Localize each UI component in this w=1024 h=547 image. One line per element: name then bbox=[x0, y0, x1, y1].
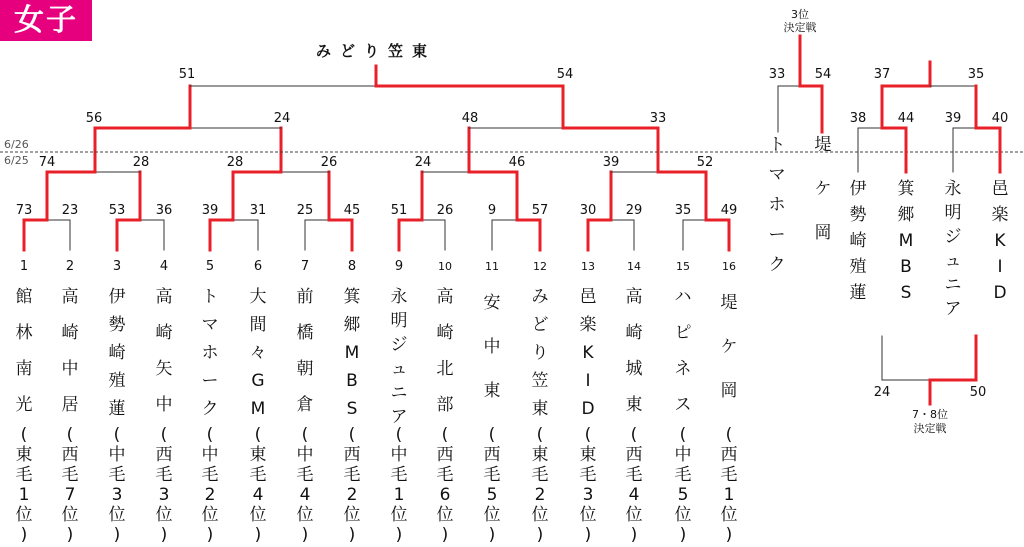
team-name-9: 永明ジュニア bbox=[390, 287, 408, 427]
r1-score-15: 35 bbox=[674, 203, 692, 218]
seed-10: 10 bbox=[438, 260, 452, 273]
cons-r1-score-1: 38 bbox=[849, 111, 867, 126]
seed-5: 5 bbox=[205, 259, 215, 274]
seed-6: 6 bbox=[253, 259, 263, 274]
r2-score-3: 28 bbox=[226, 155, 244, 170]
team-region-rank-5: (中毛 2 位) bbox=[201, 425, 219, 543]
team-name-8: 箕郷 M B S bbox=[343, 287, 361, 419]
r2-score-4: 26 bbox=[320, 155, 338, 170]
r1-score-1: 73 bbox=[15, 203, 33, 218]
cons-team-4: 邑楽 K I D bbox=[991, 179, 1009, 303]
seventh-score-right: 50 bbox=[969, 385, 987, 400]
team-name-3: 伊勢崎殖蓮 bbox=[108, 287, 126, 419]
team-region-rank-4: (西毛 3 位) bbox=[155, 425, 173, 543]
r1-score-5: 39 bbox=[201, 203, 219, 218]
date-upper-label: 6/26 bbox=[4, 138, 29, 151]
r1-score-16: 49 bbox=[720, 203, 738, 218]
seventh-score-left: 24 bbox=[873, 385, 891, 400]
team-region-rank-8: (西毛 2 位) bbox=[343, 425, 361, 543]
team-name-15: ハピネス bbox=[674, 287, 692, 415]
r1-score-10: 26 bbox=[436, 203, 454, 218]
cons-r1-score-3: 39 bbox=[944, 111, 962, 126]
champion-name: みどり笠東 bbox=[315, 42, 437, 60]
seed-1: 1 bbox=[19, 259, 29, 274]
team-name-2: 高崎中居 bbox=[61, 287, 79, 415]
cons-r1-score-4: 40 bbox=[991, 111, 1009, 126]
cons-team-3: 永明ジュニア bbox=[944, 179, 962, 319]
r2-score-6: 46 bbox=[508, 155, 526, 170]
team-region-rank-10: (西毛 6 位) bbox=[436, 425, 454, 543]
team-name-4: 高崎矢中 bbox=[155, 287, 173, 415]
r1-score-14: 29 bbox=[625, 203, 643, 218]
third-score-left: 33 bbox=[768, 67, 786, 82]
team-name-12: みどり笠東 bbox=[531, 287, 549, 419]
team-region-rank-16: (西毛 1 位) bbox=[720, 425, 738, 543]
seed-4: 4 bbox=[159, 259, 169, 274]
division-badge: 女子 bbox=[0, 0, 92, 41]
team-region-rank-13: (東毛 3 位) bbox=[579, 425, 597, 543]
team-region-rank-11: (西毛 5 位) bbox=[483, 425, 501, 543]
r1-score-4: 36 bbox=[155, 203, 173, 218]
seed-9: 9 bbox=[394, 259, 404, 274]
seed-7: 7 bbox=[300, 259, 310, 274]
seed-16: 16 bbox=[722, 260, 736, 273]
team-name-14: 高崎城東 bbox=[625, 287, 643, 415]
seventh-label-2: 決定戦 bbox=[913, 422, 947, 435]
r2-score-8: 52 bbox=[696, 155, 714, 170]
semi-score-left: 51 bbox=[178, 67, 196, 82]
team-name-1: 館林南光 bbox=[15, 287, 33, 415]
team-name-10: 高崎北部 bbox=[436, 287, 454, 415]
team-region-rank-3: (中毛 3 位) bbox=[108, 425, 126, 543]
r1-score-9: 51 bbox=[390, 203, 408, 218]
seed-12: 12 bbox=[533, 260, 547, 273]
r2-score-2: 28 bbox=[132, 155, 150, 170]
third-score-right: 54 bbox=[814, 67, 832, 82]
cons-final-score-right: 35 bbox=[967, 67, 985, 82]
seed-2: 2 bbox=[65, 259, 75, 274]
r1-score-8: 45 bbox=[343, 203, 361, 218]
third-place-label-1: 3位 bbox=[791, 8, 809, 21]
third-team-left: トマホーク bbox=[768, 135, 786, 275]
team-region-rank-2: (西毛 7 位) bbox=[61, 425, 79, 543]
cons-final-score-left: 37 bbox=[873, 67, 891, 82]
seed-11: 11 bbox=[485, 260, 499, 273]
team-region-rank-1: (東毛 1 位) bbox=[15, 425, 33, 543]
r1-score-13: 30 bbox=[579, 203, 597, 218]
quarter-score-3: 48 bbox=[461, 111, 479, 126]
seed-15: 15 bbox=[676, 260, 690, 273]
cons-team-2: 箕郷 M B S bbox=[897, 179, 915, 303]
team-region-rank-15: (中毛 5 位) bbox=[674, 425, 692, 543]
seventh-label-1: 7・8位 bbox=[912, 408, 948, 421]
team-region-rank-14: (西毛 4 位) bbox=[625, 425, 643, 543]
team-name-6: 大間々 G M bbox=[249, 287, 267, 419]
quarter-score-4: 33 bbox=[649, 111, 667, 126]
quarter-score-2: 24 bbox=[273, 111, 291, 126]
r1-score-3: 53 bbox=[108, 203, 126, 218]
team-name-7: 前橋朝倉 bbox=[296, 287, 314, 415]
team-region-rank-6: (東毛 4 位) bbox=[249, 425, 267, 543]
r2-score-5: 24 bbox=[414, 155, 432, 170]
cons-team-1: 伊勢崎殖蓮 bbox=[849, 179, 867, 303]
seed-14: 14 bbox=[627, 260, 641, 273]
third-place-label-2: 決定戦 bbox=[783, 21, 817, 34]
date-lower-label: 6/25 bbox=[4, 154, 29, 167]
team-region-rank-7: (中毛 4 位) bbox=[296, 425, 314, 543]
semi-score-right: 54 bbox=[556, 67, 574, 82]
team-name-13: 邑楽 K I D bbox=[579, 287, 597, 419]
seed-8: 8 bbox=[347, 259, 357, 274]
r1-score-11: 9 bbox=[487, 203, 497, 218]
team-name-11: 安中東 bbox=[483, 293, 501, 401]
r2-score-7: 39 bbox=[602, 155, 620, 170]
quarter-score-1: 56 bbox=[85, 111, 103, 126]
team-name-16: 堤ケ岡 bbox=[720, 293, 738, 401]
team-name-5: トマホーク bbox=[201, 287, 219, 419]
r2-score-1: 74 bbox=[38, 155, 56, 170]
third-team-right: 堤ケ岡 bbox=[814, 135, 832, 243]
r1-score-2: 23 bbox=[61, 203, 79, 218]
cons-r1-score-2: 44 bbox=[897, 111, 915, 126]
seed-13: 13 bbox=[581, 260, 595, 273]
r1-score-6: 31 bbox=[249, 203, 267, 218]
r1-score-12: 57 bbox=[531, 203, 549, 218]
team-region-rank-12: (東毛 2 位) bbox=[531, 425, 549, 543]
team-region-rank-9: (中毛 1 位) bbox=[390, 425, 408, 543]
r1-score-7: 25 bbox=[296, 203, 314, 218]
seed-3: 3 bbox=[112, 259, 122, 274]
